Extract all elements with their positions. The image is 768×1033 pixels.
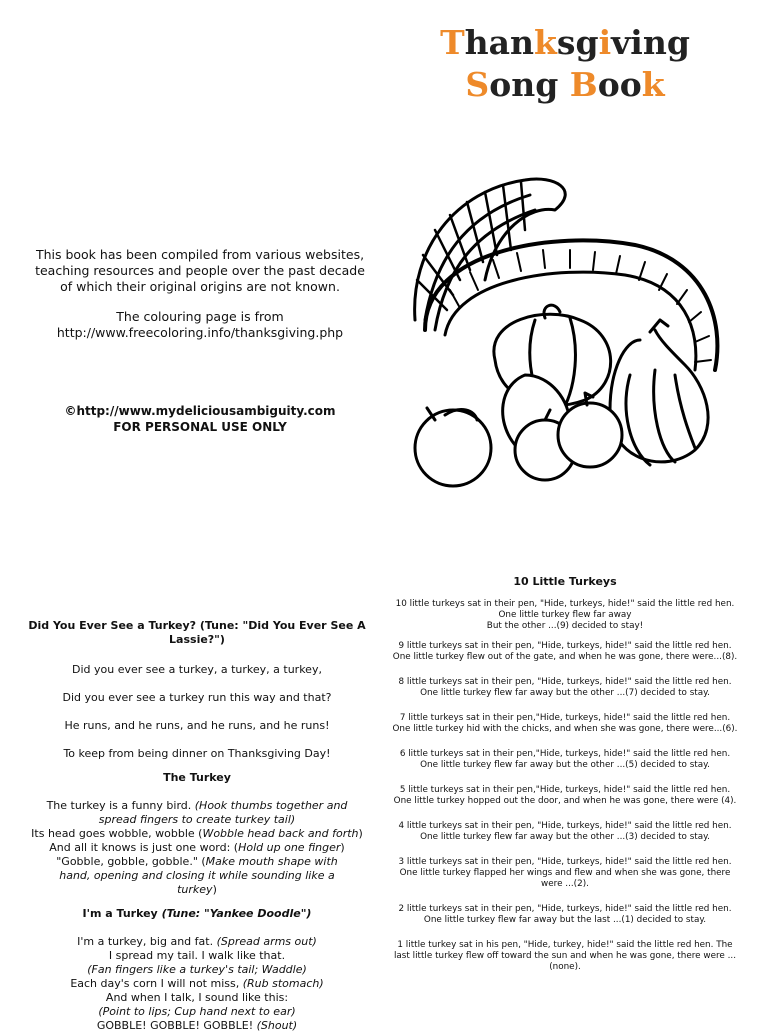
song-line: (Point to lips; Cup hand next to ear) <box>98 1005 296 1018</box>
verse: 10 little turkeys sat in their pen, "Hide, turkeys, hide!" said the little red hen. One little turkey flew far away But the other ...(9) decided to stay! <box>395 599 735 631</box>
song-line: Did you ever see a turkey run this way and that? <box>62 691 332 704</box>
personal-use-notice: FOR PERSONAL USE ONLY <box>113 420 287 434</box>
song-line: He runs, and he runs, and he runs, and he runs! <box>64 719 330 732</box>
song-the-turkey <box>22 771 372 897</box>
cornucopia-drawing-icon <box>405 170 735 490</box>
intro-paragraph: This book has been compiled from various websites, teaching resources and people over the past decade of which their original origins are not known. <box>35 247 365 294</box>
verse: 7 little turkeys sat in their pen,"Hide, turkeys, hide!" said the little red hen. One little turkey hid with the chicks, and when she was gone, there were...(6). <box>392 713 738 734</box>
song-im-a-turkey <box>22 907 372 1033</box>
verse: 2 little turkeys sat in their pen, "Hide, turkeys, hide!" said the little red hen. One little turkey flew far away but the last ...(1) decided to stay. <box>398 904 732 925</box>
song-line: Its head goes wobble, wobble (Wobble head back and forth) <box>31 827 363 840</box>
song-line: To keep from being dinner on Thanksgiving Day! <box>63 747 331 760</box>
book-title-line1: Thanksgiving <box>440 23 690 62</box>
verse: 6 little turkeys sat in their pen,"Hide, turkeys, hide!" said the little red hen. One little turkey flew far away but the other ...(5) decided to stay. <box>399 749 731 770</box>
song-title: Did You Ever See a Turkey? (Tune: "Did You Ever See A Lassie?") <box>28 619 366 646</box>
song-line: GOBBLE! GOBBLE! GOBBLE! (Shout) <box>96 1019 298 1032</box>
song-title: 10 Little Turkeys <box>513 575 617 588</box>
verse: 4 little turkeys sat in their pen, "Hide, turkeys, hide!" said the little red hen. One little turkey flew far away but the other ...(3) decided to stay. <box>398 821 732 842</box>
song-line: And when I talk, I sound like this: <box>105 991 289 1004</box>
book-title-line2: Song Book <box>465 65 665 104</box>
song-title: I'm a Turkey (Tune: "Yankee Doodle") <box>82 907 312 920</box>
song-line: (Fan fingers like a turkey's tail; Waddle) <box>87 963 307 976</box>
verse: 1 little turkey sat in his pen, "Hide, turkey, hide!" said the little red hen. The last little turkey flew off toward the sun and when he was gone, there were ...(none). <box>393 940 737 972</box>
song-line: Did you ever see a turkey, a turkey, a turkey, <box>72 663 322 676</box>
verse: 9 little turkeys sat in their pen, "Hide, turkeys, hide!" said the little red hen. One little turkey flew out of the gate, and when he was gone, there were...(8). <box>392 641 738 662</box>
copyright-notice <box>30 403 370 435</box>
song-line: I'm a turkey, big and fat. (Spread arms out) <box>77 935 317 948</box>
copyright-url: ©http://www.mydeliciousambiguity.com <box>64 404 336 418</box>
book-title <box>395 22 735 106</box>
verse: 3 little turkeys sat in their pen, "Hide, turkeys, hide!" said the little red hen. One little turkey flapped her wings and flew and when she was gone, there were ...(2). <box>398 857 732 889</box>
song-title: The Turkey <box>163 771 231 784</box>
song-line: And all it knows is just one word: (Hold up one finger) <box>49 841 345 854</box>
song-10-little-turkeys <box>390 576 740 987</box>
verse: 5 little turkeys sat in their pen,"Hide, turkeys, hide!" said the little red hen. One little turkey hopped out the door, and when he was gone, there were (4). <box>393 785 737 806</box>
song-line: The turkey is a funny bird. (Hook thumbs together and spread fingers to create turkey tail) <box>46 799 348 826</box>
intro-text <box>30 247 370 355</box>
song-line: Each day's corn I will not miss, (Rub stomach) <box>70 977 324 990</box>
song-line: "Gobble, gobble, gobble." (Make mouth shape with hand, opening and closing it while sounding like a turkey) <box>56 855 338 896</box>
song-line: I spread my tail. I walk like that. <box>108 949 286 962</box>
colouring-source: The colouring page is from http://www.freecoloring.info/thanksgiving.php <box>56 309 344 340</box>
verse: 8 little turkeys sat in their pen, "Hide, turkeys, hide!" said the little red hen. One little turkey flew far away but the other ...(7) decided to stay. <box>398 677 732 698</box>
song-did-you-ever-see-a-turkey <box>22 619 372 761</box>
